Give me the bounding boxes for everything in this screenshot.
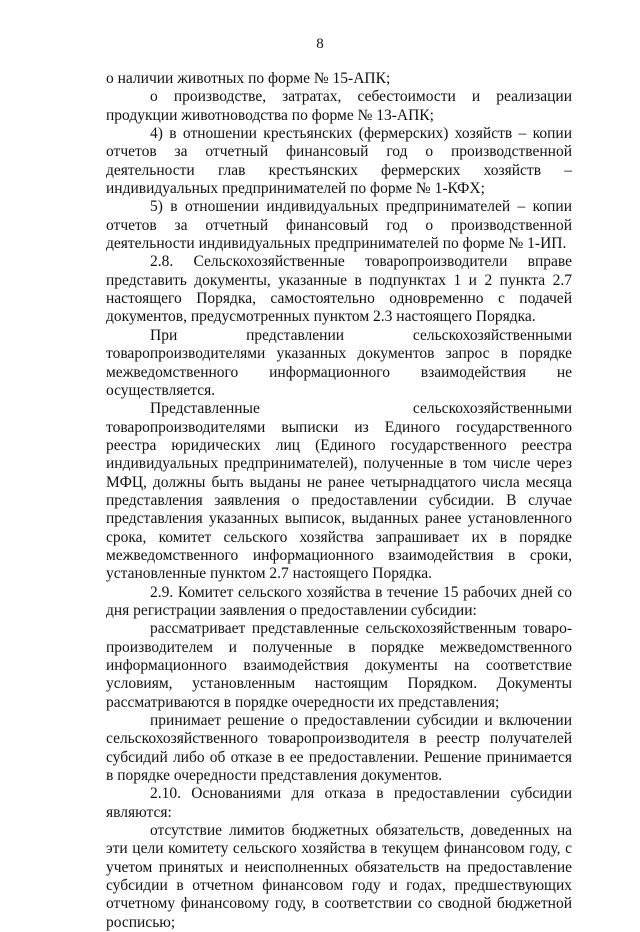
paragraph-item-4-kfh: 4) в отношении крестьянских (фермерских) хозяйств – копии отчетов за отчетный финансовый год о производственной деятельности глав крестьянских фермерских хозяйств – индивидуальных предпринимателей по форме № 1-КФХ; [106,125,572,198]
paragraph-section-2-8: 2.8. Сельскохозяйственные товаропроизводители вправе представить документы, указанные в подпунктах 1 и 2 пункта 2.7 настоящего Порядка, самостоятельно одновременно с подачей документов, предусмотренных пунктом 2.3 настоящего Порядка. [106,253,572,326]
paragraph-no-interagency-request: При представлении сельскохозяйственными товаропроизводителями указанных документов запрос в порядке межведомственного информационного взаимодействия не осуществляется. [106,326,572,399]
paragraph-reviews-documents: рассматривает представленные сельскохозяйственным товаро-производителем и полученные в порядке межведомственного информационного взаимодействия документы на соответствие условиям, установленным настоящим Порядком. Документы рассматриваются в порядке очередности их представления; [106,620,572,711]
page-number: 8 [316,36,324,52]
paragraph-section-2-9: 2.9. Комитет сельского хозяйства в течение 15 рабочих дней со дня регистрации заявления о предоставлении субсидии: [106,583,572,619]
paragraph-section-2-10: 2.10. Основаниями для отказа в предоставлении субсидии являются: [106,785,572,821]
document-body [106,70,572,932]
paragraph-production-form: о производстве, затратах, себестоимости и реализации продукции животноводства по форме № 13-АПК; [106,88,572,124]
paragraph-registry-extracts: Представленные сельскохозяйственными товаропроизводителями выписки из Единого государственного реестра юридических лиц (Единого государственного реестра индивидуальных предпринимателей), полученные в том числе через МФЦ, должны быть выданы не ранее четырнадцатого числа месяца представления заявления о предоставлении субсидии. В случае представления указанных выписок, выданных ранее установленного срока, комитет сельского хозяйства запрашивает их в порядке межведомственного информационного взаимодействия в сроки, установленные пунктом 2.7 настоящего Порядка. [106,400,572,583]
paragraph-animals-form: о наличии животных по форме № 15-АПК; [106,70,391,87]
paragraph-item-5-ip: 5) в отношении индивидуальных предпринимателей – копии отчетов за отчетный финансовый год о производственной деятельности индивидуальных предпринимателей по форме № 1-ИП. [106,198,572,253]
paragraph-makes-decision: принимает решение о предоставлении субсидии и включении сельскохозяйственного товаропроизводителя в реестр получателей субсидий либо об отказе в ее предоставлении. Решение принимается в порядке очередности представления документов. [106,712,572,785]
paragraph-no-budget-limits: отсутствие лимитов бюджетных обязательств, доведенных на эти цели комитету сельского хозяйства в текущем финансовом году, с учетом принятых и неисполненных обязательств на предоставление субсидии в отчетном финансовом году и годах, предшествующих отчетному финансовому году, в соответствии со сводной бюджетной росписью; [106,822,572,931]
